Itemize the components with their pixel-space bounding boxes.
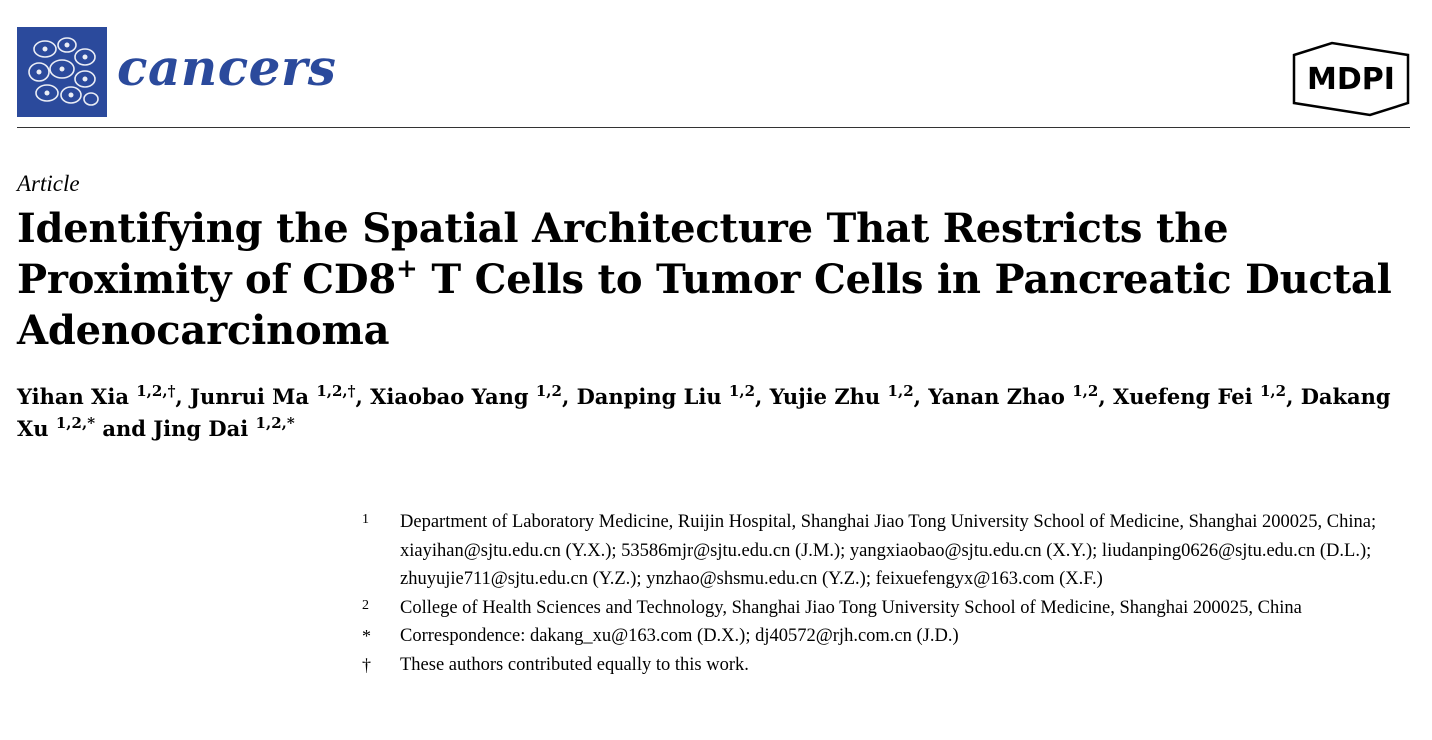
author [770, 384, 929, 409]
affiliation-item [362, 508, 1422, 594]
author-affiliation-marks: 1,2 [1259, 382, 1287, 400]
affiliation-list [362, 508, 1422, 679]
affiliation-marker: * [362, 626, 371, 646]
author-separator: , [175, 384, 191, 409]
author-name: Yanan Zhao [928, 384, 1065, 409]
article-title [17, 203, 1417, 356]
author-name: Dakang Xu [17, 384, 1391, 441]
author-separator: , [1098, 384, 1113, 409]
author-affiliation-marks: 1,2 [728, 382, 756, 400]
author-separator: , [561, 384, 577, 409]
title-text-1: Identifying the Spatial Architecture That Restricts the Proximity of CD8 [17, 205, 1229, 303]
author-affiliation-marks: 1,2,* [255, 414, 295, 432]
author-separator: and [95, 416, 154, 441]
author-affiliation-marks: 1,2,* [55, 414, 96, 432]
header-divider [17, 127, 1410, 128]
affiliation-marker: 2 [362, 597, 369, 613]
author-separator: , [355, 384, 371, 409]
author-name: Xiaobao Yang [370, 384, 529, 409]
affiliation-text: Department of Laboratory Medicine, Ruijin Hospital, Shanghai Jiao Tong University School of Medicine, Shanghai 200025, China; xiayihan@sjtu.edu.cn (Y.X.); 53586mjr@sjtu.edu.cn (J.M.); yangxiaobao@sjtu.edu.cn (X.Y.); liudanping0626@sjtu.edu.cn (D.L.); zhuyujie711@sjtu.edu.cn (Y.Z.); ynzhao@shsmu.edu.cn (Y.Z.); feixuefengyx@163.com (X.F.) [400, 512, 1377, 589]
affiliation-text: Correspondence: dakang_xu@163.com (D.X.); dj40572@rjh.com.cn (J.D.) [400, 626, 959, 646]
author [370, 384, 576, 409]
author [1113, 384, 1301, 409]
affiliation-text: These authors contributed equally to this work. [400, 654, 749, 675]
article-type: Article [17, 171, 80, 196]
journal-name: cancers [117, 38, 337, 97]
author-separator: , [755, 384, 770, 409]
author-affiliation-marks: 1,2 [887, 382, 914, 400]
author-name: Yihan Xia [17, 384, 129, 409]
author-separator: , [913, 384, 929, 409]
journal-header [17, 27, 1410, 128]
author [577, 384, 770, 409]
author-affiliation-marks: 1,2,† [316, 382, 356, 400]
affiliation-item [362, 622, 1422, 651]
author [153, 416, 294, 441]
title-superscript: + [396, 254, 418, 284]
author-affiliation-marks: 1,2 [1072, 382, 1099, 400]
title-text-2: T Cells to Tumor Cells in Pancreatic Ductal Adenocarcinoma [17, 256, 1392, 354]
author-name: Xuefeng Fei [1112, 384, 1253, 409]
affiliation-item [362, 594, 1422, 623]
author-name: Yujie Zhu [769, 384, 881, 409]
author [17, 384, 190, 409]
author-list [17, 381, 1417, 445]
author [928, 384, 1113, 409]
journal-logo-icon [17, 27, 107, 117]
author-affiliation-marks: 1,2 [535, 382, 562, 400]
author-name: Danping Liu [576, 384, 722, 409]
author [190, 384, 370, 409]
affiliation-text: College of Health Sciences and Technology, Shanghai Jiao Tong University School of Medicine, Shanghai 200025, China [400, 597, 1302, 618]
author-separator: , [1286, 384, 1301, 409]
publisher-logo [1292, 41, 1410, 117]
publisher-name: MDPI [1307, 62, 1395, 97]
author-name: Jing Dai [153, 416, 249, 441]
author-name: Junrui Ma [190, 384, 309, 409]
affiliation-marker: † [362, 654, 371, 675]
affiliation-item [362, 651, 1422, 680]
affiliation-marker: 1 [362, 512, 369, 527]
author-affiliation-marks: 1,2,† [136, 382, 176, 400]
